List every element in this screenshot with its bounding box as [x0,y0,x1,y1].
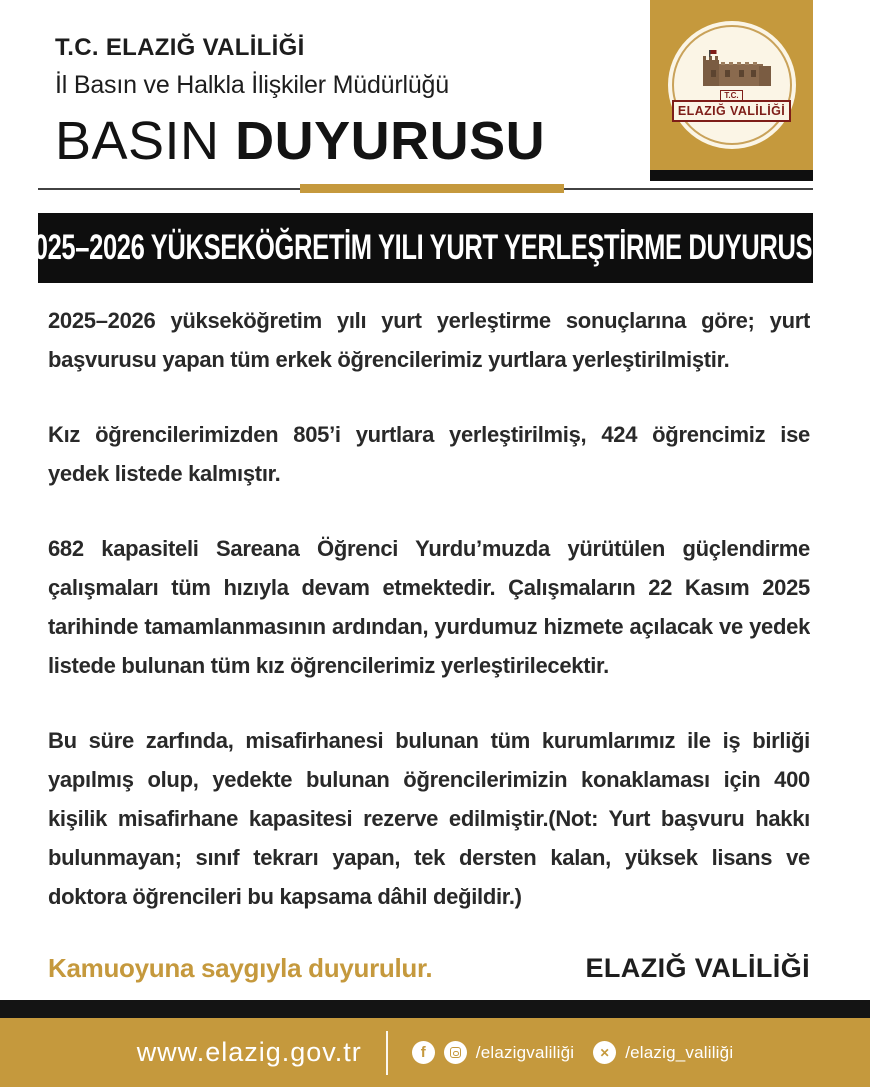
logo-underline-bar [650,170,813,181]
body-paragraph: 2025–2026 yükseköğretim yılı yurt yerleştirme sonuçlarına göre; yurt başvurusu yapan tüm erkek öğrencilerimiz yurtlara yerleştirilmiştir. [48,308,810,372]
org-title: T.C. ELAZIĞ VALİLİĞİ [55,34,305,61]
announcement-banner [20,213,831,283]
footer-bar [0,1018,870,1087]
divider-gold-bar [300,184,564,193]
announcement-banner-title: 2025–2026 YÜKSEKÖĞRETİM YILI YURT YERLEŞTİRME DUYURUSU [20,228,831,267]
signoff-left-text: Kamuoyuna saygıyla duyurulur. [48,953,433,983]
logo-label: ELAZIĞ VALİLİĞİ [672,100,791,122]
instagram-icon[interactable] [444,1041,467,1064]
body-content [48,301,810,1000]
body-paragraph: Bu süre zarfında, misafirhanesi bulunan tüm kurumlarımız ile iş birliği yapılmış olup, yedekte bulunan öğrencilerimizin konaklaması için 400 kişilik misafirhane kapasitesi rezerve edilmiştir.(Not: Yurt başvuru hakkı bulunmayan; sınıf tekrarı yapan, tek dersten kalan, yüksek lisans ve doktora öğrencileri bu kapsama dâhil değildir.) [48,728,810,909]
body-paragraph: Kız öğrencilerimizden 805’i yurtlara yerleştirilmiş, 424 öğrencimiz ise yedek listede kalmıştır. [48,422,810,486]
body-paragraph: 682 kapasiteli Sareana Öğrenci Yurdu’muzda yürütülen güçlendirme çalışmaları tüm hızıyla devam etmektedir. Çalışmaların 22 Kasım 2025 tarihinde tamamlanmasının ardından, yurdumuz hizmete açılacak ve yedek listede bulunan tüm kız öğrencilerimiz yerleştirilecektir. [48,536,810,678]
logo-block [650,0,813,181]
page-title [55,113,545,169]
logo-circle [668,21,796,149]
signoff-row [48,953,810,984]
x-handle[interactable]: /elazig_valiliği [625,1042,734,1062]
facebook-instagram-handle[interactable]: /elazigvaliliği [475,1042,575,1062]
logo-tc-text: T.C. [720,90,742,101]
org-subtitle: İl Basın ve Halkla İlişkiler Müdürlüğü [55,71,449,99]
page-title-light: BASIN [55,111,220,171]
governorship-logo [650,0,813,170]
facebook-icon[interactable]: f [412,1041,435,1064]
footer-divider [386,1031,388,1075]
divider-rule [38,184,813,194]
castle-illustration [689,50,775,92]
social-links [412,1041,734,1064]
footer-black-strip [0,1000,870,1018]
header [55,34,545,169]
signoff-right-text: ELAZIĞ VALİLİĞİ [585,953,810,983]
x-twitter-icon[interactable]: ✕ [593,1041,616,1064]
page-title-bold: DUYURUSU [235,111,546,171]
instagram-glyph [450,1047,461,1058]
website-link[interactable]: www.elazig.gov.tr [136,1037,362,1067]
